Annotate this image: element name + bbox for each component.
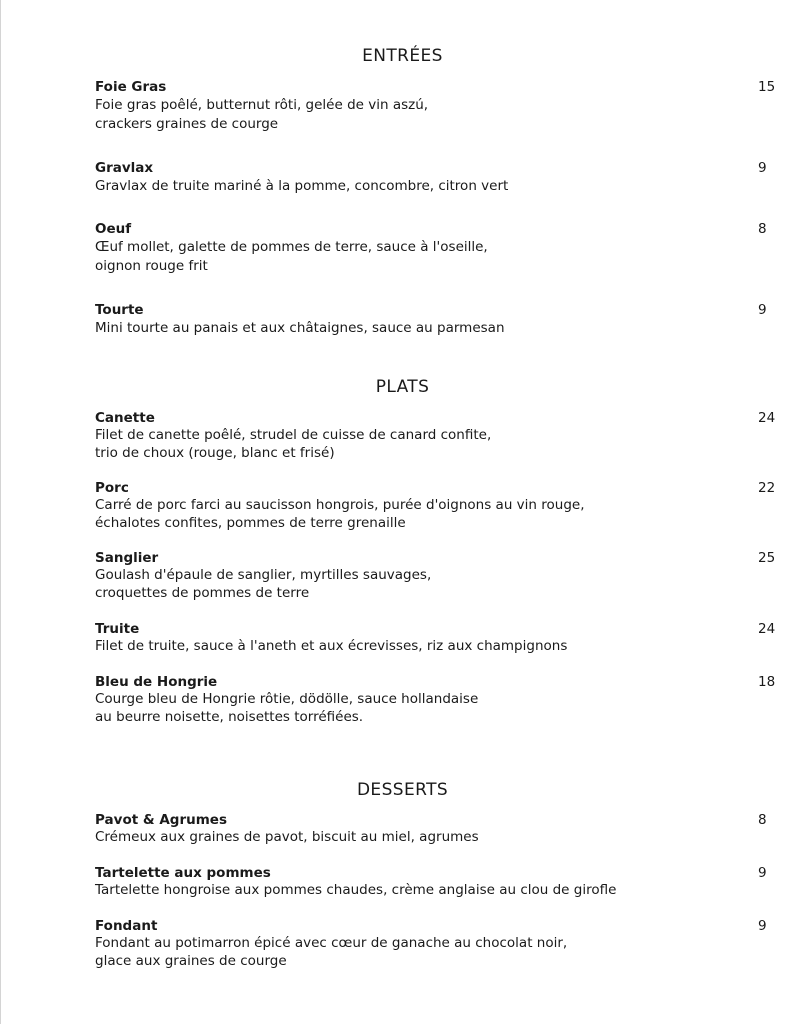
page-edge-rule (0, 0, 1, 1024)
item-description-line: Goulash d'épaule de sanglier, myrtilles sauvages, (95, 567, 432, 583)
item-price: 8 (758, 812, 767, 828)
item-name: Truite (95, 621, 140, 637)
menu-item-porc (95, 479, 776, 532)
section-title-desserts: DESSERTS (356, 780, 449, 800)
item-description (95, 935, 685, 970)
item-description-line: Foie gras poêlé, butternut rôti, gelée de vin aszú, (95, 97, 429, 113)
item-description-line: Fondant au potimarron épicé avec cœur de ganache au chocolat noir, (95, 935, 568, 951)
item-name: Foie Gras (95, 79, 167, 95)
item-price: 9 (758, 160, 767, 176)
item-name: Bleu de Hongrie (95, 674, 218, 690)
item-description (95, 319, 685, 338)
item-name: Pavot & Agrumes (95, 812, 227, 828)
item-name: Gravlax (95, 160, 154, 176)
item-description (95, 638, 685, 656)
item-price: 25 (758, 550, 776, 566)
item-description (95, 497, 685, 532)
item-price: 24 (758, 410, 776, 426)
menu-item-oeuf (95, 220, 767, 276)
item-description-line: au beurre noisette, noisettes torréfiées. (95, 708, 364, 725)
menu-item-sanglier (95, 549, 776, 602)
item-description-line: oignon rouge frit (95, 258, 208, 274)
item-name: Porc (95, 480, 129, 496)
item-name: Tourte (95, 302, 144, 318)
item-name: Tartelette aux pommes (95, 865, 271, 881)
item-price: 9 (758, 918, 767, 934)
item-price: 9 (758, 302, 767, 318)
item-name: Oeuf (95, 221, 132, 237)
item-price: 24 (758, 621, 776, 637)
menu-item-canette (95, 409, 776, 462)
item-description-line: glace aux graines de courge (95, 952, 287, 969)
item-description (95, 238, 685, 276)
item-description (95, 691, 685, 726)
menu-item-gravlax (95, 159, 767, 196)
menu-item-truite (95, 620, 776, 656)
item-description-line: Filet de truite, sauce à l'aneth et aux écrevisses, riz aux champignons (95, 638, 568, 654)
item-price: 15 (758, 79, 776, 95)
item-name: Fondant (95, 918, 158, 934)
item-price: 8 (758, 221, 767, 237)
item-description (95, 427, 685, 462)
item-description-line: crackers graines de courge (95, 116, 279, 132)
menu-item-foie-gras (95, 78, 776, 134)
item-description-line: Crémeux aux graines de pavot, biscuit au miel, agrumes (95, 829, 479, 845)
item-description (95, 882, 685, 900)
item-description-line: Gravlax de truite mariné à la pomme, concombre, citron vert (95, 178, 509, 194)
item-description-line: croquettes de pommes de terre (95, 584, 310, 601)
item-description-line: Tartelette hongroise aux pommes chaudes, crème anglaise au clou de girofle (95, 882, 617, 898)
item-description (95, 829, 685, 847)
item-price: 22 (758, 480, 776, 496)
section-title-entrees: ENTRÉES (362, 46, 443, 66)
item-description-line: Œuf mollet, galette de pommes de terre, sauce à l'oseille, (95, 239, 488, 255)
item-description-line: échalotes confites, pommes de terre grenaille (95, 514, 406, 531)
menu-item-fondant (95, 917, 767, 970)
item-description-line: Courge bleu de Hongrie rôtie, dödölle, sauce hollandaise (95, 691, 479, 707)
item-description-line: Mini tourte au panais et aux châtaignes, sauce au parmesan (95, 320, 505, 336)
item-price: 18 (758, 674, 776, 690)
item-description-line: Filet de canette poêlé, strudel de cuisse de canard confite, (95, 427, 492, 443)
item-description (95, 177, 685, 196)
section-title-plats: PLATS (375, 377, 430, 397)
menu-item-pavot-agrumes (95, 811, 767, 847)
item-name: Canette (95, 410, 155, 426)
menu-item-bleu-de-hongrie (95, 673, 776, 726)
item-name: Sanglier (95, 550, 159, 566)
menu-item-tourte (95, 301, 767, 338)
item-description-line: Carré de porc farci au saucisson hongrois, purée d'oignons au vin rouge, (95, 497, 585, 513)
item-description (95, 567, 685, 602)
item-price: 9 (758, 865, 767, 881)
item-description (95, 96, 685, 134)
menu-item-tartelette-aux-pommes (95, 864, 767, 900)
item-description-line: trio de choux (rouge, blanc et frisé) (95, 444, 335, 461)
